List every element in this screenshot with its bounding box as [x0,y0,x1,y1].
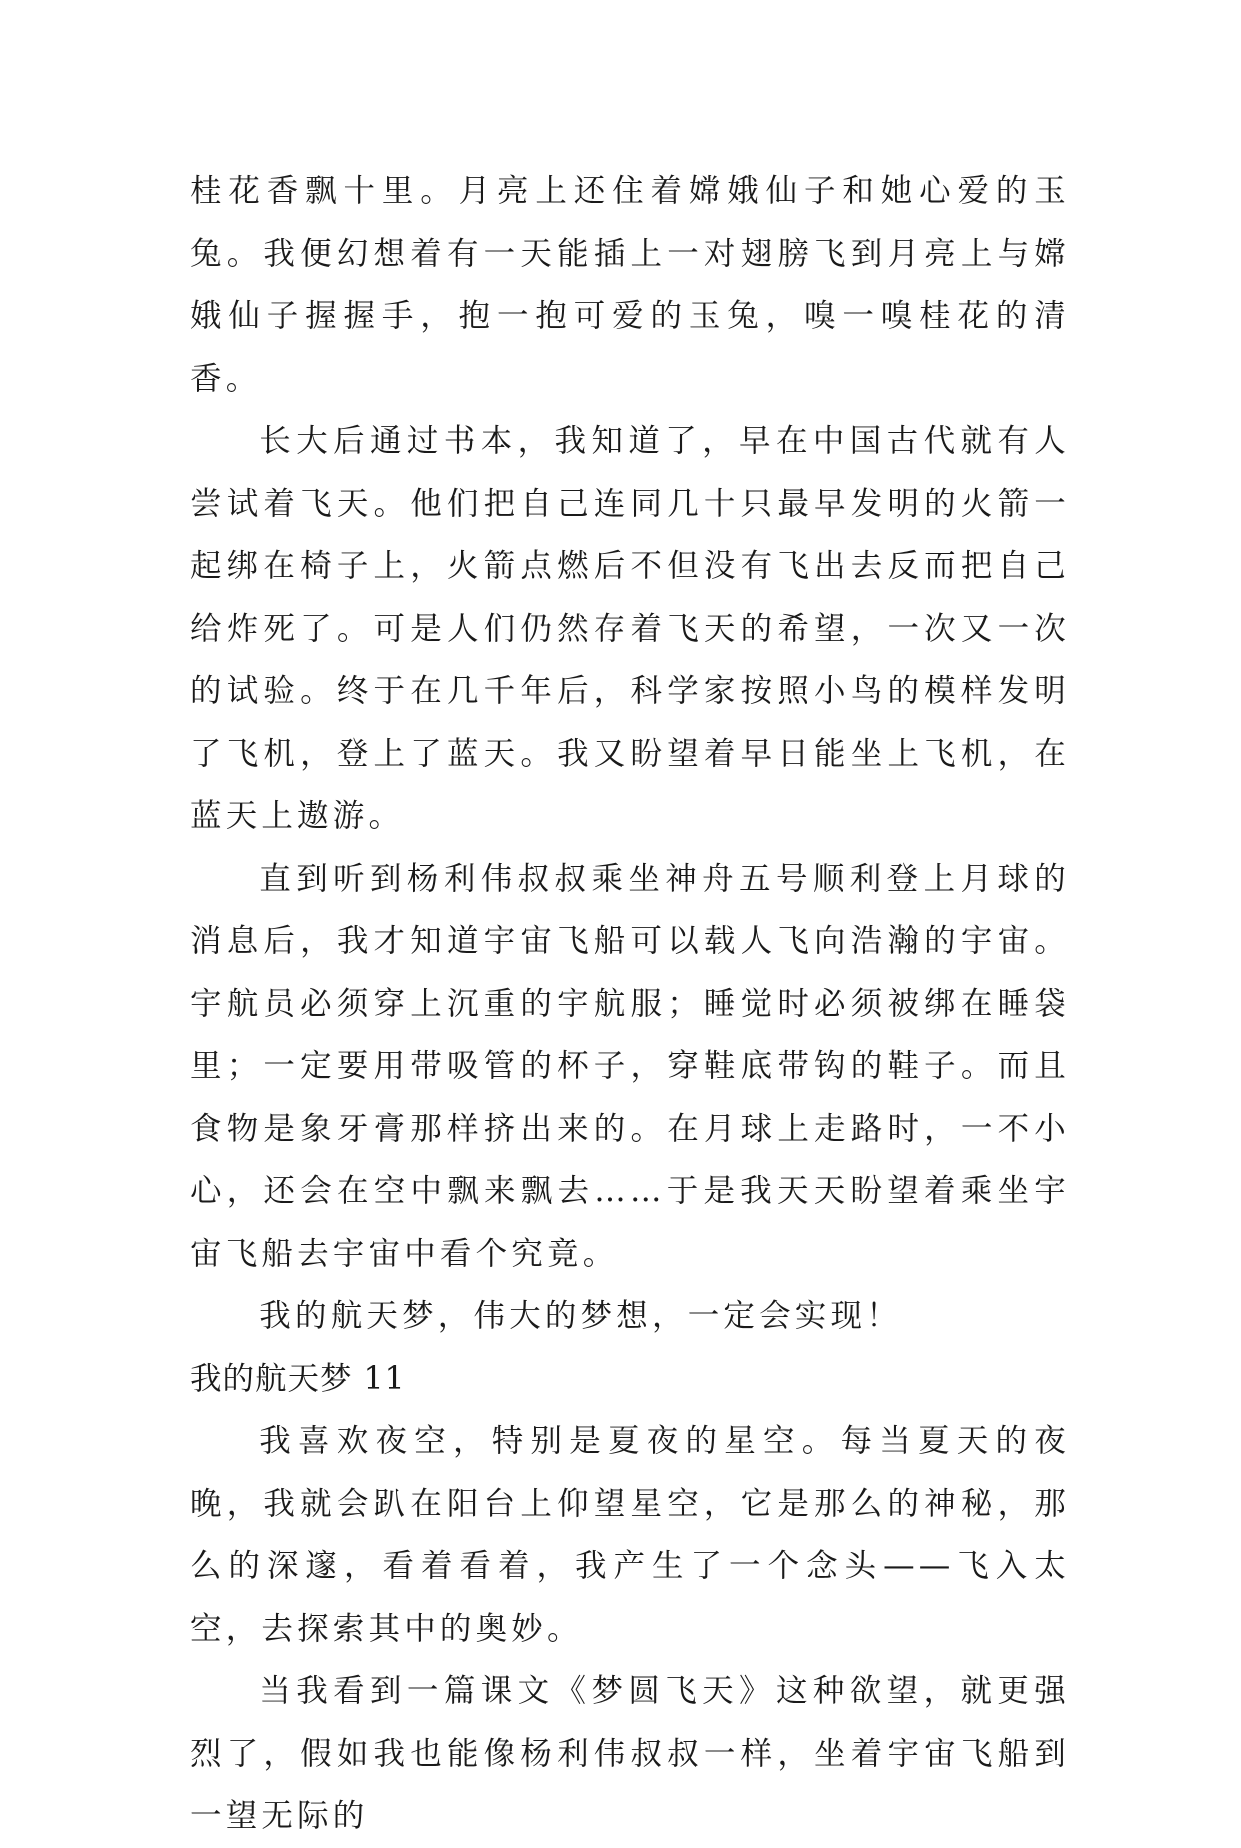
paragraph: 长大后通过书本，我知道了，早在中国古代就有人尝试着飞天。他们把自己连同几十只最早发明的火箭一起绑在椅子上，火箭点燃后不但没有飞出去反而把自己给炸死了。可是人们仍然存着飞天的希望，一次又一次的试验。终于在几千年后，科学家按照小鸟的模样发明了飞机，登上了蓝天。我又盼望着早日能坐上飞机，在蓝天上遨游。 [190,423,1070,834]
paragraph: 我喜欢夜空，特别是夏夜的星空。每当夏天的夜晚，我就会趴在阳台上仰望星空，它是那么的神秘，那么的深邃，看着看着，我产生了一个念头——飞入太空，去探索其中的奥妙。 [190,1423,1070,1647]
document-body [190,160,1070,1848]
paragraph-continued: 桂花香飘十里。月亮上还住着嫦娥仙子和她心爱的玉兔。我便幻想着有一天能插上一对翅膀飞到月亮上与嫦娥仙子握握手，抱一抱可爱的玉兔，嗅一嗅桂花的清香。 [190,173,1070,397]
section-heading: 我的航天梦 11 [190,1360,406,1397]
paragraph: 我的航天梦，伟大的梦想，一定会实现！ [259,1298,902,1334]
paragraph: 当我看到一篇课文《梦圆飞天》这种欲望，就更强烈了，假如我也能像杨利伟叔叔一样，坐着宇宙飞船到一望无际的 [190,1673,1070,1834]
paragraph: 直到听到杨利伟叔叔乘坐神舟五号顺利登上月球的消息后，我才知道宇宙飞船可以载人飞向浩瀚的宇宙。宇航员必须穿上沉重的宇航服；睡觉时必须被绑在睡袋里；一定要用带吸管的杯子，穿鞋底带钩的鞋子。而且食物是象牙膏那样挤出来的。在月球上走路时，一不小心，还会在空中飘来飘去……于是我天天盼望着乘坐宇宙飞船去宇宙中看个究竟。 [190,860,1070,1272]
